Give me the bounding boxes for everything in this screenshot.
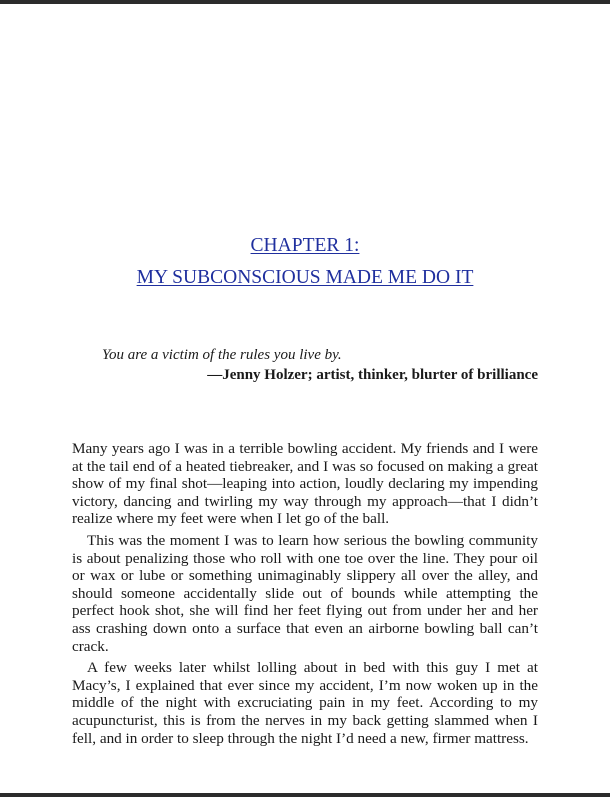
- paragraph-3: A few weeks later whilst lolling about in bed with this guy I met at Macy’s, I explained that ever since my accident, I’m now woken up in the middle of the night with excruciating pain in my feet. According to my acupuncturist, this is from the nerves in my back getting slammed when I fell, and in order to sleep through the night I’d need a new, firmer mattress.: [72, 659, 538, 747]
- chapter-number-link[interactable]: CHAPTER 1:: [250, 235, 360, 256]
- chapter-number: [0, 234, 610, 258]
- top-rule: [0, 0, 610, 4]
- epigraph-quote: You are a victim of the rules you live by.: [102, 347, 342, 363]
- chapter-title-link[interactable]: MY SUBCONSCIOUS MADE ME DO IT: [136, 267, 474, 288]
- paragraph-1: Many years ago I was in a terrible bowling accident. My friends and I were at the tail end of a heated tiebreaker, and I was so focused on making a great show of my final shot—leaping into action, loudly declaring my impending victory, dancing and twirling my way through my approach—that I didn’t realize where my feet were when I let go of the ball.: [72, 440, 538, 528]
- paragraph-2: This was the moment I was to learn how serious the bowling community is about penalizing those who roll with one toe over the line. They pour oil or wax or lube or something unimaginably slippery all over the alley, and should someone accidentally slide out of bounds while attempting the perfect hook shot, she will find her feet flying out from under her and her ass crashing down onto a surface that even an airborne bowling ball can’t crack.: [72, 531, 538, 655]
- body-text: [72, 440, 538, 751]
- epigraph-attribution: —Jenny Holzer; artist, thinker, blurter of brilliance: [207, 367, 538, 383]
- chapter-title: [0, 266, 610, 290]
- bottom-rule: [0, 793, 610, 797]
